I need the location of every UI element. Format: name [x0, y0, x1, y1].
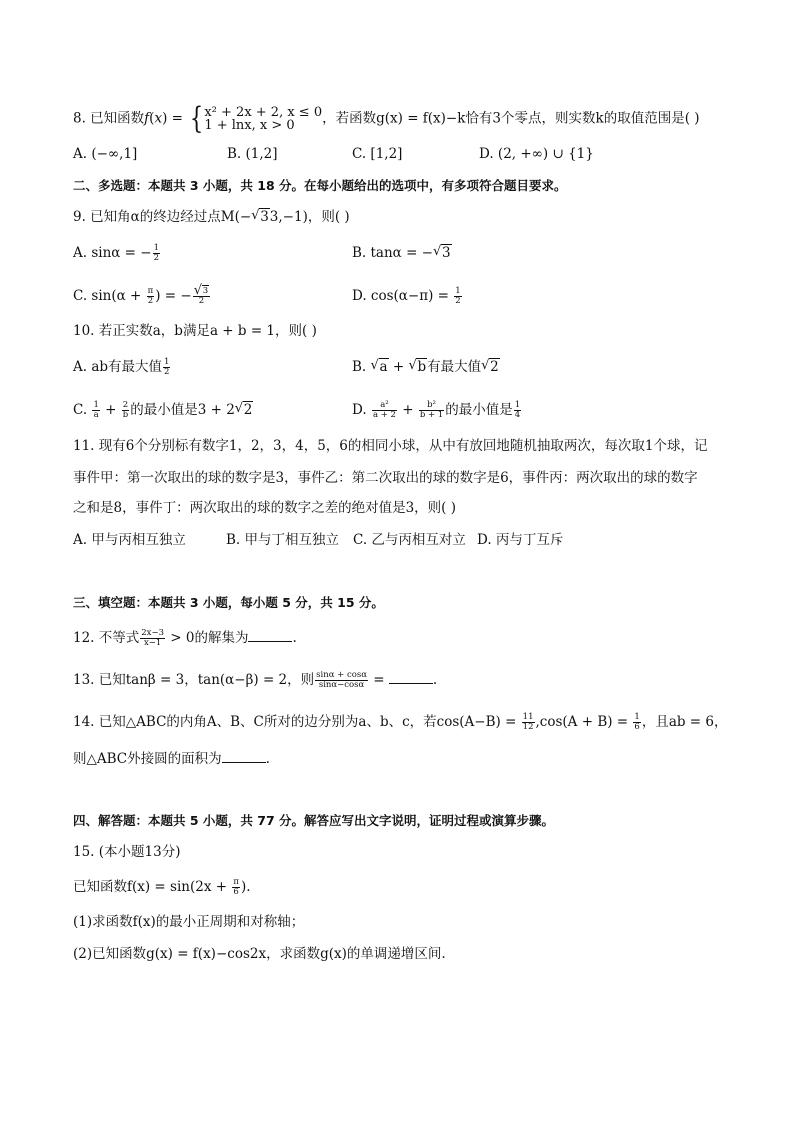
q11-option-b[interactable]: B. 甲与丁相互独立: [226, 532, 340, 548]
question-11-line-1: 11. 现有6个分别标有数字1，2，3，4，5，6的相同小球，从中有放回地随机抽取两次，每次取1个球，记: [73, 438, 708, 454]
q8-suffix: ，若函数g(x) = f(x)−k恰有3个零点，则实数k的取值范围是( ): [322, 110, 700, 127]
q9-text-a: 9. 已知角α的终边经过点M(−: [73, 209, 252, 225]
q11-option-c[interactable]: C. 乙与丙相互对立: [353, 532, 466, 548]
sqrt-symbol: √ 3: [251, 208, 270, 226]
answer-blank[interactable]: [222, 750, 266, 763]
q10-option-b[interactable]: B. √ a + √ b有最大值√ 2: [352, 358, 500, 376]
q9-option-d[interactable]: D. cos(α−π) = $\frac{1}{2}$: [352, 286, 461, 306]
q8-option-a[interactable]: A. (−∞,1]: [73, 146, 138, 162]
q9-text-b: 3,−1)，则( ): [269, 209, 350, 225]
answer-blank[interactable]: [389, 671, 433, 684]
question-15-part-1: (1)求函数f(x)的最小正周期和对称轴；: [73, 914, 305, 930]
q9-option-a[interactable]: A. sinα = − $\frac{1}{2}$: [73, 243, 160, 263]
q8-prefix: 8. 已知函数: [73, 110, 145, 127]
fraction: $\frac{1}{2}$: [153, 243, 160, 263]
q11-option-a[interactable]: A. 甲与丙相互独立: [73, 532, 186, 548]
question-14-line-1: 14. 已知△ABC的内角A、B、C所对的边分别为a、b、c，若cos(A−B) = $\frac{11}{12}$ ,cos(A + B) = $\frac{1}{6}$ ，且ab = 6，: [73, 712, 728, 732]
question-15-stem: 已知函数f(x) = sin(2x + $\frac{\pi}{6}$ ).: [73, 877, 251, 897]
question-14-line-2: 则△ABC外接圆的面积为 .: [73, 751, 270, 767]
q10-option-a[interactable]: A. ab有最大值 $\frac{1}{2}$: [73, 357, 170, 377]
question-15-title: 15. (本小题13分): [73, 844, 181, 860]
q8-case-2: 1 + lnx, x > 0: [204, 118, 295, 133]
q10-option-d[interactable]: D. $\frac{\text{a²}}{a + 2}$ + $\frac{\text{b²}}{b + 1}$ 的最小值是 $\frac{1}{4}$: [352, 400, 521, 420]
q9-option-b[interactable]: B. tanα = −√ 3: [352, 244, 452, 262]
question-11-line-2: 事件甲：第一次取出的球的数字是3，事件乙：第二次取出的球的数字是6，事件丙：两次取出的球的数字: [73, 470, 698, 486]
question-12: 12. 不等式 $\frac{2x-3}{x-1}$ > 0的解集为 .: [73, 628, 297, 648]
q9-option-c[interactable]: C. sin(α + $\frac{\pi}{2}$ ) = − √ $\frac{3}{2}$: [73, 287, 211, 306]
fraction: $\frac{\sin\alpha + \cos\alpha}{\sin\alpha-\cos\alpha}$: [316, 670, 367, 690]
question-10: 10. 若正实数a，b满足a + b = 1，则( ): [73, 323, 317, 339]
brace-symbol: {: [190, 101, 204, 136]
question-8: 8. 已知函数f(x) = { x² + 2x + 2, x ≤ 0 1 + lnx, x > 0 ，若函数g(x) = f(x)−k恰有3个零点，则实数k的取值范围是( ): [73, 101, 700, 136]
q8-option-b[interactable]: B. (1,2]: [227, 146, 278, 162]
section-4-header: 四、解答题：本题共 5 小题，共 77 分。解答应写出文字说明，证明过程或演算步骤。: [73, 813, 555, 828]
fraction: $\frac{2x-3}{x-1}$: [141, 628, 164, 648]
question-9: [73, 208, 350, 226]
q8-option-d[interactable]: D. (2, +∞) ∪ {1}: [479, 146, 594, 162]
q8-case-1: x² + 2x + 2, x ≤ 0: [204, 105, 323, 120]
piecewise-cases: [204, 106, 322, 132]
answer-blank[interactable]: [248, 629, 292, 642]
q8-option-c[interactable]: C. [1,2]: [352, 146, 403, 162]
q10-option-c[interactable]: C. $\frac{1}{a}$ + $\frac{2}{b}$ 的最小值是3 + 2√ 2: [73, 401, 253, 420]
q11-option-d[interactable]: D. 丙与丁互斥: [477, 532, 564, 548]
question-13: 13. 已知tanβ = 3，tan(α−β) = 2，则 $\frac{\sin\alpha + \cos\alpha}{\sin\alpha-\cos\alpha}$ = .: [73, 670, 438, 690]
question-11-line-3: 之和是8，事件丁：两次取出的球的数字之差的绝对值是3，则( ): [73, 500, 457, 516]
section-3-header: 三、填空题：本题共 3 小题，每小题 5 分，共 15 分。: [73, 595, 384, 610]
section-2-header: 二、多选题：本题共 3 小题，共 18 分。在每小题给出的选项中，有多项符合题目要求。: [73, 178, 567, 193]
sqrt-symbol: √ 3: [433, 244, 452, 262]
question-15-part-2: (2)已知函数g(x) = f(x)−cos2x，求函数g(x)的单调递增区间.: [73, 946, 446, 962]
